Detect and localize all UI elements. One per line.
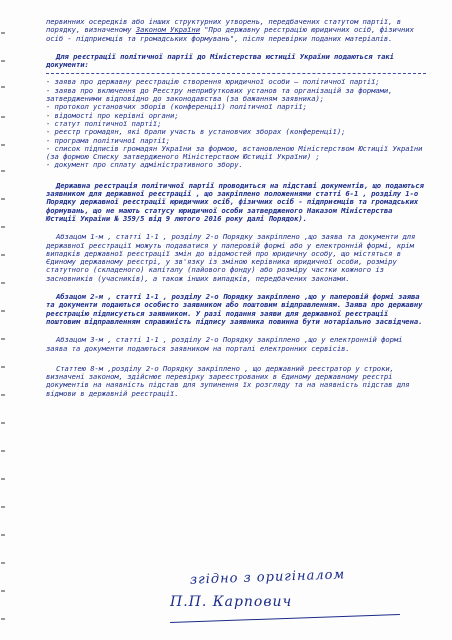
registration-paragraph: Державна реєстрація політичної партії проводиться на підставі документів, що подаються заявником для державної реєстрації , що закріплено положеннями статті 6-1 , розділу 1-о Порядку державної реєстрації юридичних осіб, фізичних осіб - підприємців та громадських формувань, що не мають статусу юридичної особи затвердженого Наказом Міністерства Юстиції України № 359/5 від 9 лютого 2016 року далі Порядок). [46,180,424,223]
list-item: - список підписів громадян України за формою, встановленою Міністерством Юстиції України (за формою Списку затвердженого Міністерством Юстиції України) ; [46,143,423,162]
list-item: - заява про державну реєстрацію створення юридичної особи – політичної партії; [46,77,380,87]
list-item: - програма політичної партії; [46,135,171,145]
signature-name: П.П. Карпович [170,594,293,610]
list-item: - документ про сплату адміністративного збору. [46,160,243,170]
law-link[interactable]: Законом України [135,25,200,35]
certification-stamp: згідно з оригіналом [189,567,346,588]
paragraph-abz2: Абзацом 2-м , статті 1-1 , розділу 2-о Порядку закріплено ,що у паперовій формі заява та документи подаються особисто заявником або поштовим відправленням. Заява про державну реєстрацію підписується заявником. У разі подання заяви для державної реєстрації поштовим відправленням справжність підпису заявника повинна бути нотаріально засвідчена. [46,292,423,326]
list-item: - відомості про керівні органи; [46,110,179,120]
list-item: - протокол установчих зборів (конференції) політичної партії; [46,102,307,112]
list-item: - статут політичної партії; [46,118,162,128]
signature-line [170,614,400,623]
document-body [46,18,426,398]
intro-text-2: "Про державну реєстрацію юридичних осіб, фізичних осіб - підприємців та громадських формувань", після перевірки поданих матеріалів. [46,25,414,43]
intro-text-1: первинних осередків або інших структурних утворень, передбачених статутом партії, в порядку, визначеному [46,17,402,35]
list-item: - реєстр громадян, які брали участь в установчих зборах (конференції); [46,127,346,137]
paragraph-article8: Статтею 8-м ,розділу 2-о Порядку закріплено , що державний реєстратор у строки, визначені законом, здійснює перевірку зареєстрованих в Єдиному державному реєстрі документів на наявність підстав для зупинення їх розгляду та на наявність підстав для відмови в державній реєстрації. [46,363,410,398]
list-item: - заява про включення до Реєстру неприбуткових установ та організацій за формами, затвердженими відповідно до законодавства (за бажанням заявника); [46,85,393,104]
paragraph-abz3: Абзацом 3-м , статті 1-1 , розділу 2-о Порядку закріплено ,що у електронній формі заява та документи подаються заявником на порталі електронних сервісів. [46,335,403,353]
documents-list [46,78,426,169]
scan-margin-marks [1,20,9,630]
signature-block [170,567,430,630]
intro-paragraph [46,18,426,43]
paragraph-abz1: Абзацом 1-м , статті 1-1 , розділу 2-о Порядку закріплено ,що заява та документи для державної реєстрації можуть подаватися у паперовій формі або у електронній формі, крім випадків державної реєстрації змін до відомостей про юридичну особу, що містяться в Єдиному державному реєстрі, у зв'язку із зміною керівника юридичної особи, розміру статутного (складеного) капіталу (пайового фонду) або розміру частки кожного із засновників (учасників), а також інших випадків, передбачених законами. [46,232,416,283]
documents-heading: Для реєстрації політичної партії до Міністерства юстиції України подаються такі документи: [46,51,394,70]
dashed-divider [46,73,426,74]
